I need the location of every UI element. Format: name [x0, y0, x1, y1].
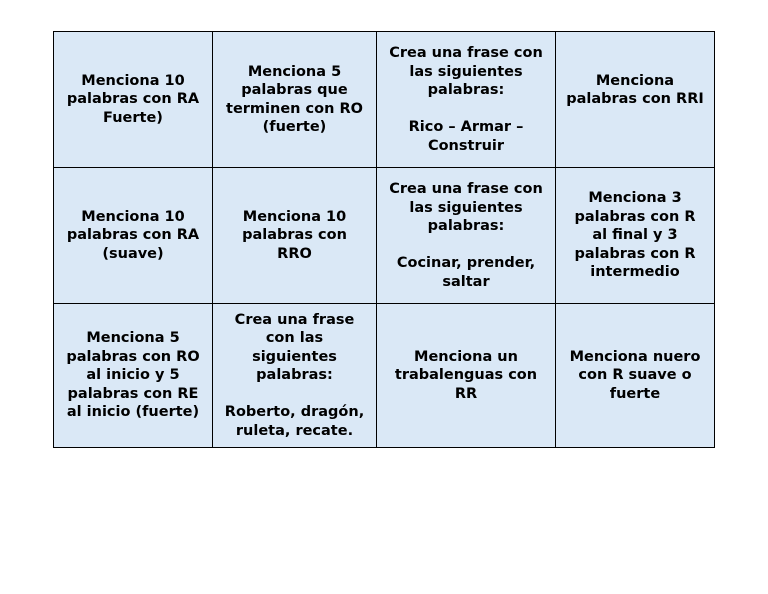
grid-cell: Menciona 10 palabras con RRO — [213, 168, 377, 304]
grid-cell: Crea una frase con las siguientes palabras: Cocinar, prender, saltar — [377, 168, 556, 304]
grid-row — [54, 32, 715, 168]
grid-cell: Menciona 5 palabras con RO al inicio y 5 palabras con RE al inicio (fuerte) — [54, 304, 213, 448]
grid-cell: Menciona nuero con R suave o fuerte — [556, 304, 715, 448]
activity-card-grid — [53, 31, 715, 448]
grid-cell: Crea una frase con las siguientes palabras: Rico – Armar – Construir — [377, 32, 556, 168]
grid-cell: Menciona 10 palabras con RA Fuerte) — [54, 32, 213, 168]
grid-row — [54, 304, 715, 448]
grid-cell: Menciona 10 palabras con RA (suave) — [54, 168, 213, 304]
grid-cell: Crea una frase con las siguientes palabras: Roberto, dragón, ruleta, recate. — [213, 304, 377, 448]
grid-cell: Menciona 3 palabras con R al final y 3 palabras con R intermedio — [556, 168, 715, 304]
grid-cell: Menciona 5 palabras que terminen con RO (fuerte) — [213, 32, 377, 168]
grid-cell: Menciona palabras con RRI — [556, 32, 715, 168]
grid-row — [54, 168, 715, 304]
grid-cell: Menciona un trabalenguas con RR — [377, 304, 556, 448]
